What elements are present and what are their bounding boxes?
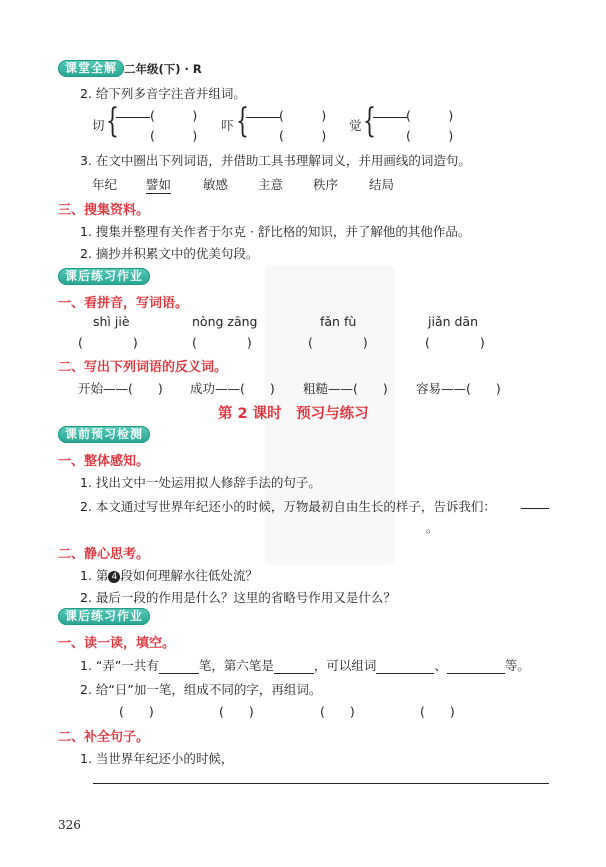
poly-char-3: 觉 bbox=[349, 118, 362, 133]
char-paren-2[interactable]: ( ) bbox=[219, 704, 254, 719]
sentence-answer-line[interactable] bbox=[93, 783, 549, 784]
post1-item-1-d: 、 bbox=[434, 658, 447, 673]
header-badge: 课堂全解 bbox=[58, 60, 124, 77]
pre2-title: 二、静心思考。 bbox=[58, 547, 150, 562]
pinyin-3: fǎn fù bbox=[320, 314, 357, 329]
poly-char-2: 吓 bbox=[221, 118, 234, 133]
dash-1a bbox=[116, 117, 150, 118]
post1-item-2: 2. 给“日”加一笔，组成不同的字，再组词。 bbox=[80, 682, 322, 697]
sec3-title: 三、搜集资料。 bbox=[58, 203, 150, 218]
answer-2[interactable]: ( ) bbox=[192, 335, 252, 350]
pinyin-4: jiǎn dān bbox=[428, 314, 479, 329]
sec3-item-2: 2. 摘抄并积累文中的优美句段。 bbox=[80, 246, 259, 261]
pre1-item-2: 2. 本文通过写世界年纪还小的时候，万物最初自由生长的样子，告诉我们： bbox=[80, 499, 496, 514]
pre1-blank-1[interactable] bbox=[521, 508, 549, 509]
post1-item-1 bbox=[80, 656, 530, 674]
paren-1b[interactable]: ( ) bbox=[150, 128, 198, 143]
post1-item-1-c: ，可以组词 bbox=[313, 658, 377, 673]
word-3: 敏感 bbox=[203, 177, 229, 192]
pre2-item-1-b: 段如何理解水往低处流？ bbox=[120, 568, 258, 583]
pre1-item-1: 1. 找出文中一处运用拟人修辞手法的句子。 bbox=[80, 475, 321, 490]
word-blank-2[interactable] bbox=[447, 661, 505, 674]
word-2: 譬如 bbox=[146, 177, 172, 192]
pre-class-badge: 课前预习检测 bbox=[58, 426, 150, 443]
page-number: 326 bbox=[58, 818, 81, 832]
pre1-title: 一、整体感知。 bbox=[58, 454, 150, 469]
char-paren-4[interactable]: ( ) bbox=[420, 704, 455, 719]
part2-title: 二、写出下列词语的反义词。 bbox=[58, 360, 228, 375]
pre1-end: 。 bbox=[426, 520, 439, 535]
grade-label: 二年级(下) · R bbox=[124, 62, 202, 76]
after-class-badge-2: 课后练习作业 bbox=[58, 608, 150, 625]
paren-2a[interactable]: ( ) bbox=[279, 108, 327, 123]
paren-3b[interactable]: ( ) bbox=[406, 128, 454, 143]
antonym-2[interactable]: 成功——( ) bbox=[190, 381, 275, 396]
pinyin-1: shì jiè bbox=[93, 314, 130, 329]
post1-item-1-b: 笔，第六笔是 bbox=[198, 658, 274, 673]
sixth-stroke-blank[interactable] bbox=[274, 661, 314, 674]
char-paren-3[interactable]: ( ) bbox=[320, 704, 355, 719]
paren-2b[interactable]: ( ) bbox=[279, 128, 327, 143]
dash-3a bbox=[373, 117, 407, 118]
brace-2: { bbox=[236, 101, 249, 141]
q2-text: 2. 给下列多音字注音并组词。 bbox=[80, 86, 246, 101]
word-1: 年纪 bbox=[92, 177, 118, 192]
word-4: 主意 bbox=[258, 177, 284, 192]
word-6: 结局 bbox=[369, 177, 395, 192]
lesson-title: 第 2 课时 预习与练习 bbox=[218, 406, 369, 422]
word-blank-1[interactable] bbox=[376, 661, 434, 674]
post1-title: 一、读一读，填空。 bbox=[58, 636, 176, 651]
after-class-badge: 课后练习作业 bbox=[58, 268, 150, 285]
answer-4[interactable]: ( ) bbox=[425, 335, 485, 350]
post2-title: 二、补全句子。 bbox=[58, 730, 150, 745]
paren-3a[interactable]: ( ) bbox=[406, 108, 454, 123]
post1-item-1-a: 1. “弄”一共有 bbox=[80, 658, 159, 673]
paren-1a[interactable]: ( ) bbox=[150, 108, 198, 123]
answer-3[interactable]: ( ) bbox=[308, 335, 368, 350]
poly-char-1: 切 bbox=[92, 118, 105, 133]
brace-1: { bbox=[106, 101, 119, 141]
antonym-4[interactable]: 容易——( ) bbox=[416, 381, 501, 396]
post1-item-1-e: 等。 bbox=[504, 658, 530, 673]
sec3-item-1: 1. 搜集并整理有关作者于尔克 · 舒比格的知识，并了解他的其他作品。 bbox=[80, 224, 471, 239]
pre2-item-1 bbox=[80, 566, 258, 584]
char-paren-1[interactable]: ( ) bbox=[119, 704, 154, 719]
q3-text: 3. 在文中圈出下列词语，并借助工具书理解词义，并用画线的词造句。 bbox=[80, 153, 471, 168]
dash-2a bbox=[246, 117, 280, 118]
pinyin-2: nòng zāng bbox=[192, 314, 258, 329]
antonym-1[interactable]: 开始——( ) bbox=[78, 381, 163, 396]
stroke-count-blank[interactable] bbox=[159, 661, 199, 674]
pre2-item-2: 2. 最后一段的作用是什么？这里的省略号作用又是什么？ bbox=[80, 590, 396, 605]
brace-3: { bbox=[363, 101, 376, 141]
part1-title: 一、看拼音，写词语。 bbox=[58, 296, 189, 311]
paragraph-number-icon: 4 bbox=[108, 571, 120, 583]
answer-1[interactable]: ( ) bbox=[78, 335, 138, 350]
post2-item-1: 1. 当世界年纪还小的时候， bbox=[80, 751, 234, 766]
word-5: 秩序 bbox=[313, 177, 339, 192]
pre2-item-1-a: 1. 第 bbox=[80, 568, 109, 583]
antonym-3[interactable]: 粗糙——( ) bbox=[303, 381, 388, 396]
